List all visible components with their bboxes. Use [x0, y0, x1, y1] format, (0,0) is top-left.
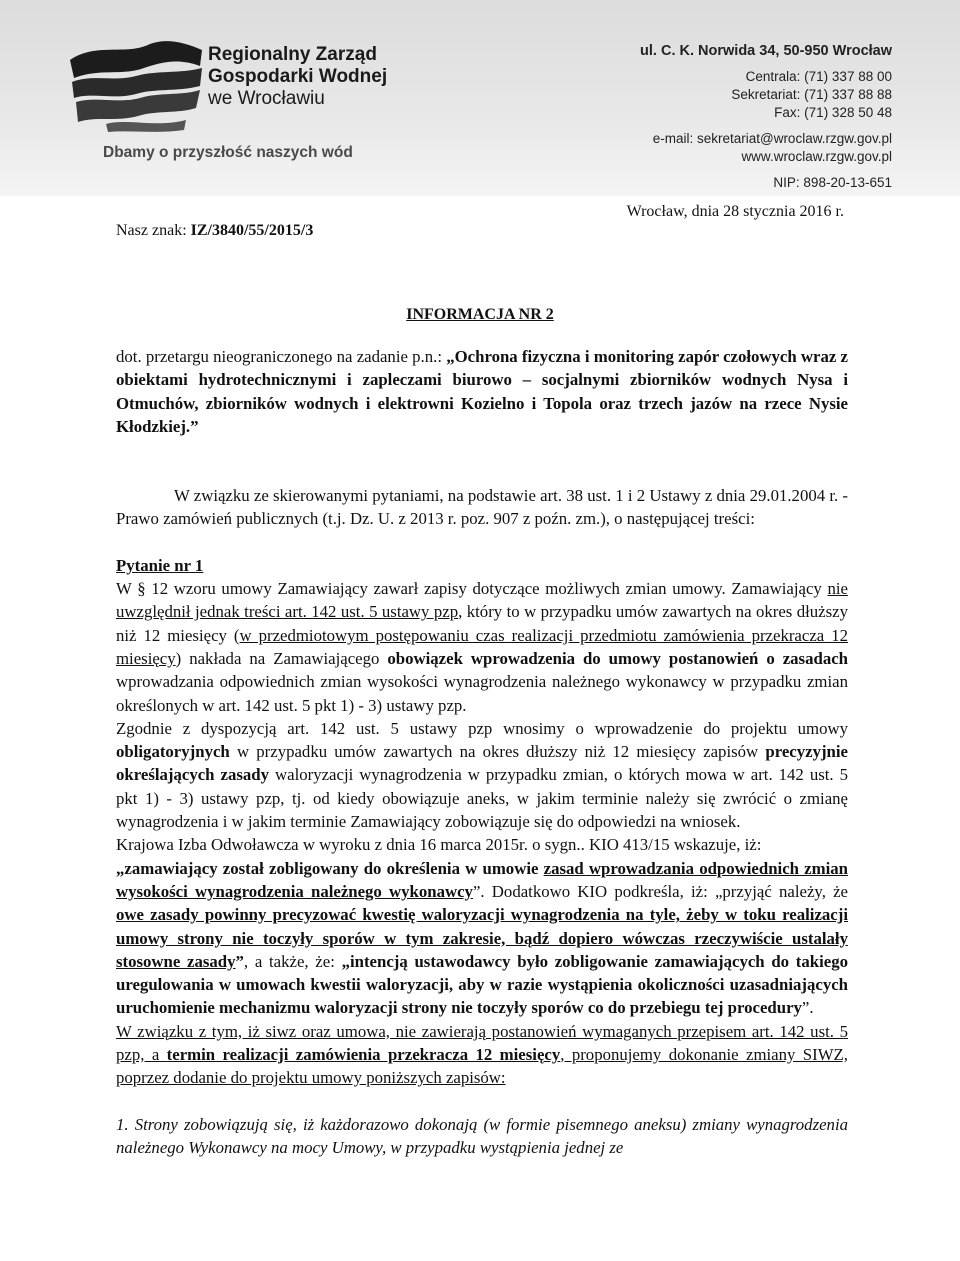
- organization-name: [208, 44, 387, 110]
- ref-value: IZ/3840/55/2015/3: [190, 222, 314, 239]
- p1-text-c: , który to w przypadku umów zawartych na okres dłuższy niż 12 miesięcy (: [116, 602, 848, 645]
- p2-text-b: obligatoryjnych: [116, 742, 230, 762]
- org-name-line-1: Regionalny Zarząd: [208, 44, 377, 65]
- letter-date: Wrocław, dnia 28 stycznia 2016 r.: [626, 203, 844, 220]
- subject-text: „Ochrona fizyczna i monitoring zapór czołowych wraz z obiektami hydrotechnicznymi i zapleczami biurowo – socjalnymi zbiorników wodnych Nysa i Otmuchów, zbiorników wodnych i elektrowni Kozielno i Topola oraz trzech jazów na rzece Nysie Kłodzkiej.”: [116, 347, 848, 436]
- p1-text-a: W § 12 wzoru umowy Zamawiający zawarł zapisy dotyczące możliwych zmian umowy. Zamawiający: [116, 579, 828, 599]
- p1-text-e: ) nakłada na Zamawiającego: [175, 648, 388, 668]
- contact-block: [640, 42, 892, 192]
- document-body: [116, 345, 848, 1159]
- subject-prefix: dot. przetargu nieograniczonego na zadanie p.n.:: [116, 347, 447, 366]
- p4-text-g: „intencją ustawodawcy było zobligowanie zamawiających do takiego uregulowania w umowach kwestii waloryzacji, aby w razie wystąpienia okoliczności uzasadniających uruchomienie mechanizmu waloryzacji strony nie toczyły sporów co do przebiegu tej procedury: [116, 951, 848, 1018]
- p5-text-b: termin realizacji zamówienia przekracza 12 miesięcy: [166, 1045, 561, 1065]
- p2-text-c: w przypadku umów zawartych na okres dłuższy niż 12 miesięcy zapisów: [229, 742, 766, 762]
- ref-label: Nasz znak:: [116, 222, 191, 239]
- letterhead: [0, 0, 960, 196]
- phone-sekretariat: Sekretariat: (71) 337 88 88: [731, 87, 892, 102]
- question-heading: Pytanie nr 1: [116, 555, 204, 575]
- slogan: Dbamy o przyszłość naszych wód: [103, 144, 353, 161]
- address: ul. C. K. Norwida 34, 50-950 Wrocław: [640, 43, 892, 59]
- question-paragraph-6: 1. Strony zobowiązują się, iż każdorazowo dokonają (w formie pisemnego aneksu) zmiany wynagrodzenia należnego Wykonawcy na mocy Umowy, w przypadku wystąpienia jednej ze: [116, 1114, 848, 1157]
- p4-text-b: zasad wprowadzania odpowiednich zmian wysokości wynagrodzenia należnego wykonawcy: [116, 858, 848, 901]
- org-name-line-3: we Wrocławiu: [208, 88, 325, 109]
- question-paragraph-2: [116, 717, 848, 833]
- question-paragraph-1: [116, 577, 848, 717]
- p4-text-e: ”: [235, 951, 244, 971]
- email[interactable]: e-mail: sekretariat@wroclaw.rzgw.gov.pl: [652, 131, 892, 146]
- org-name-line-2: Gospodarki Wodnej: [208, 66, 388, 87]
- rzgw-logo-icon: [66, 38, 206, 134]
- p4-text-c: ”. Dodatkowo KIO podkreśla, iż: „przyjąć należy, że: [472, 881, 848, 901]
- question-paragraph-5: [116, 1020, 848, 1090]
- question-paragraph-4: [116, 857, 848, 1020]
- p1-text-b: nie uwzględnił jednak treści art. 142 ust. 5 ustawy pzp: [116, 579, 848, 622]
- p1-text-d: w przedmiotowym postępowaniu czas realizacji przedmiotu zamówienia przekracza 12 miesięcy: [116, 625, 848, 668]
- p4-text-d: owe zasady powinny precyzować kwestię waloryzacji wynagrodzenia na tyle, żeby w toku realizacji umowy strony nie toczyły sporów w tym zakresie, bądź dopiero wówczas rzeczywiście ustalały stosowne zasady: [116, 905, 848, 971]
- p5-text-c: , proponujemy dokonanie zmiany SIWZ, poprzez dodanie do projektu umowy poniższych zapisów:: [116, 1045, 848, 1088]
- p1-text-g: wprowadzania odpowiednich zmian wysokości wynagrodzenia należnego wykonawcy w przypadku zmian określonych w art. 142 ust. 5 pkt 1) - 3) ustawy pzp.: [116, 672, 848, 715]
- p1-text-f: obowiązek wprowadzenia do umowy postanowień o zasadach: [387, 648, 848, 668]
- phone-centrala: Centrala: (71) 337 88 00: [745, 69, 892, 84]
- p4-text-h: ”.: [801, 998, 814, 1018]
- intro-paragraph: W związku ze skierowanymi pytaniami, na podstawie art. 38 ust. 1 i 2 Ustawy z dnia 29.01.2004 r. - Prawo zamówień publicznych (t.j. Dz. U. z 2013 r. poz. 907 z poźn. zm.), o następującej treści:: [116, 486, 848, 529]
- p4-text-a: „zamawiający został zobligowany do określenia w umowie: [116, 858, 544, 878]
- p5-text-a: W związku z tym, iż siwz oraz umowa, nie zawierają postanowień wymaganych przepisem art. 142 ust. 5 pzp, a: [116, 1021, 848, 1065]
- p2-text-d: precyzyjnie określających zasady: [116, 742, 848, 785]
- subject-paragraph: [116, 345, 848, 438]
- website[interactable]: www.wroclaw.rzgw.gov.pl: [741, 149, 892, 164]
- p4-text-f: , a także, że:: [243, 951, 342, 971]
- reference-number: [116, 222, 313, 240]
- nip: NIP: 898-20-13-651: [773, 175, 892, 190]
- document-title: INFORMACJA NR 2: [406, 306, 554, 323]
- p2-text-e: waloryzacji wynagrodzenia w przypadku zmian, o których mowa w art. 142 ust. 5 pkt 1) - 3) ustawy pzp, tj. od kiedy obowiązuje aneks, w jakim terminie należy się zwrócić o zmianę wynagrodzenia i w jakim terminie Zamawiający zobowiązuje się do odpowiedzi na wniosek.: [116, 765, 848, 832]
- question-paragraph-3: Krajowa Izba Odwoławcza w wyroku z dnia 16 marca 2015r. o sygn.. KIO 413/15 wskazuje, iż:: [116, 835, 762, 855]
- p2-text-a: Zgodnie z dyspozycją art. 142 ust. 5 ustawy pzp wnosimy o wprowadzenie do projektu umowy: [116, 718, 848, 738]
- fax: Fax: (71) 328 50 48: [774, 105, 892, 120]
